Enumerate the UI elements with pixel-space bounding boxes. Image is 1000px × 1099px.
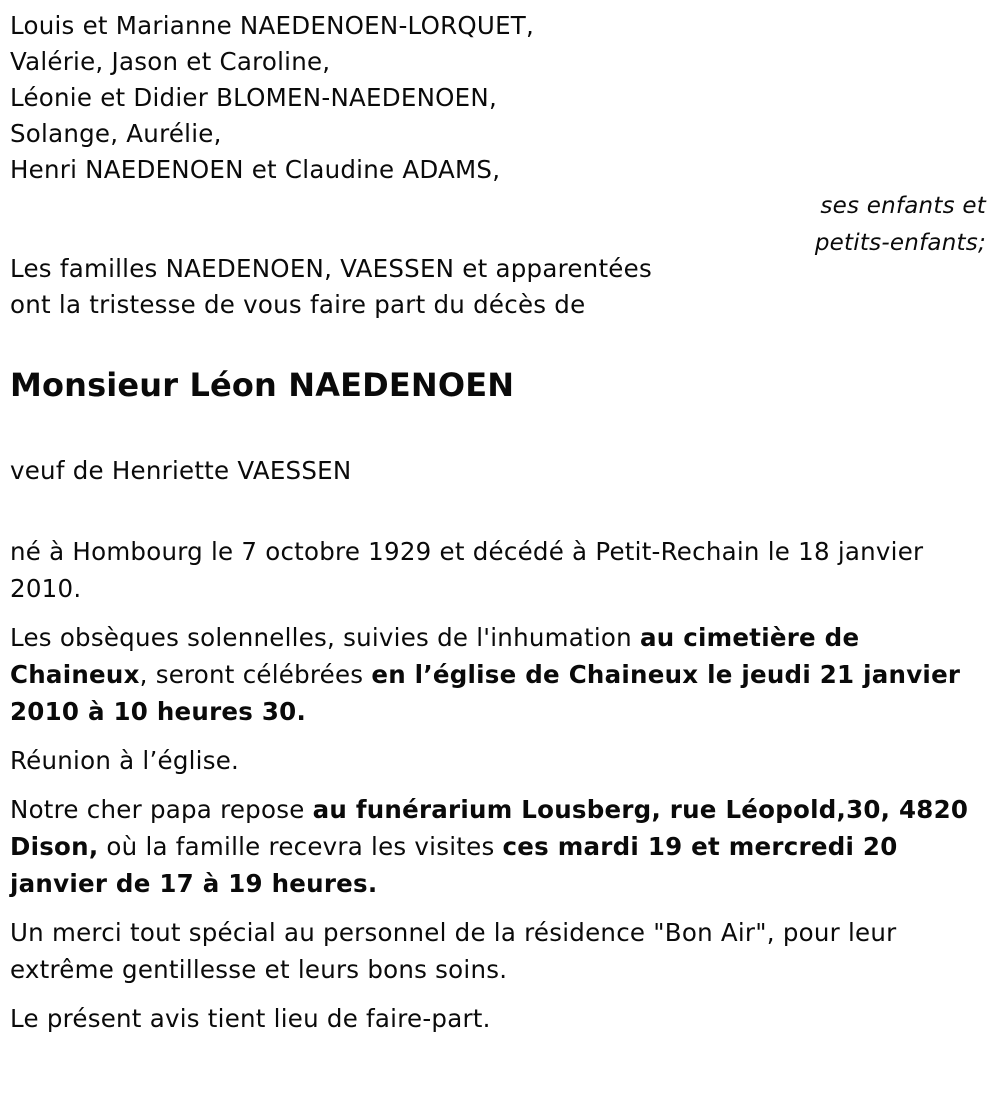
funeral-text-part-1: Les obsèques solennelles, suivies de l'inhumation bbox=[10, 623, 640, 652]
closing-paragraph: Le présent avis tient lieu de faire-part. bbox=[10, 1004, 491, 1033]
visitation-text-part-1: Notre cher papa repose bbox=[10, 795, 313, 824]
visitation-hours-bold: ces mardi 19 et mercredi 20 janvier de 17 à 19 heures. bbox=[10, 832, 898, 898]
announcement-line-1: Les familles NAEDENOEN, VAESSEN et apparentées bbox=[10, 254, 652, 283]
relation-note-line-2: petits-enfants; bbox=[814, 230, 986, 256]
gathering-paragraph: Réunion à l’église. bbox=[10, 746, 240, 775]
visitation-funeral-home-bold: au funérarium Lousberg, rue Léopold,30, 4820 Dison, bbox=[10, 795, 969, 861]
survivors-block bbox=[10, 8, 986, 256]
widow-line: veuf de Henriette VAESSEN bbox=[10, 456, 352, 485]
funeral-paragraph bbox=[10, 619, 986, 730]
birth-death-paragraph: né à Hombourg le 7 octobre 1929 et décédé à Petit-Rechain le 18 janvier 2010. bbox=[10, 537, 924, 603]
relation-note bbox=[566, 188, 986, 262]
funeral-text-part-2: , seront célébrées bbox=[139, 660, 372, 689]
thanks-paragraph: Un merci tout spécial au personnel de la résidence "Bon Air", pour leur extrême gentillesse et leurs bons soins. bbox=[10, 918, 897, 984]
survivor-line: Léonie et Didier BLOMEN-NAEDENOEN, bbox=[10, 83, 498, 112]
survivor-line: Valérie, Jason et Caroline, bbox=[10, 47, 331, 76]
survivor-line: Louis et Marianne NAEDENOEN-LORQUET, bbox=[10, 11, 535, 40]
funeral-church-bold: en l’église de Chaineux le jeudi 21 janvier 2010 à 10 heures 30. bbox=[10, 660, 961, 726]
deceased-name: Monsieur Léon NAEDENOEN bbox=[10, 366, 515, 404]
relation-note-line-1: ses enfants et bbox=[820, 193, 986, 219]
announcement-line-2: ont la tristesse de vous faire part du décès de bbox=[10, 290, 586, 319]
visitation-text-part-2: où la famille recevra les visites bbox=[98, 832, 503, 861]
visitation-paragraph bbox=[10, 791, 986, 902]
funeral-cemetery-bold: au cimetière de Chaineux bbox=[10, 623, 860, 689]
survivor-line: Henri NAEDENOEN et Claudine ADAMS, bbox=[10, 155, 501, 184]
survivor-line: Solange, Aurélie, bbox=[10, 119, 222, 148]
